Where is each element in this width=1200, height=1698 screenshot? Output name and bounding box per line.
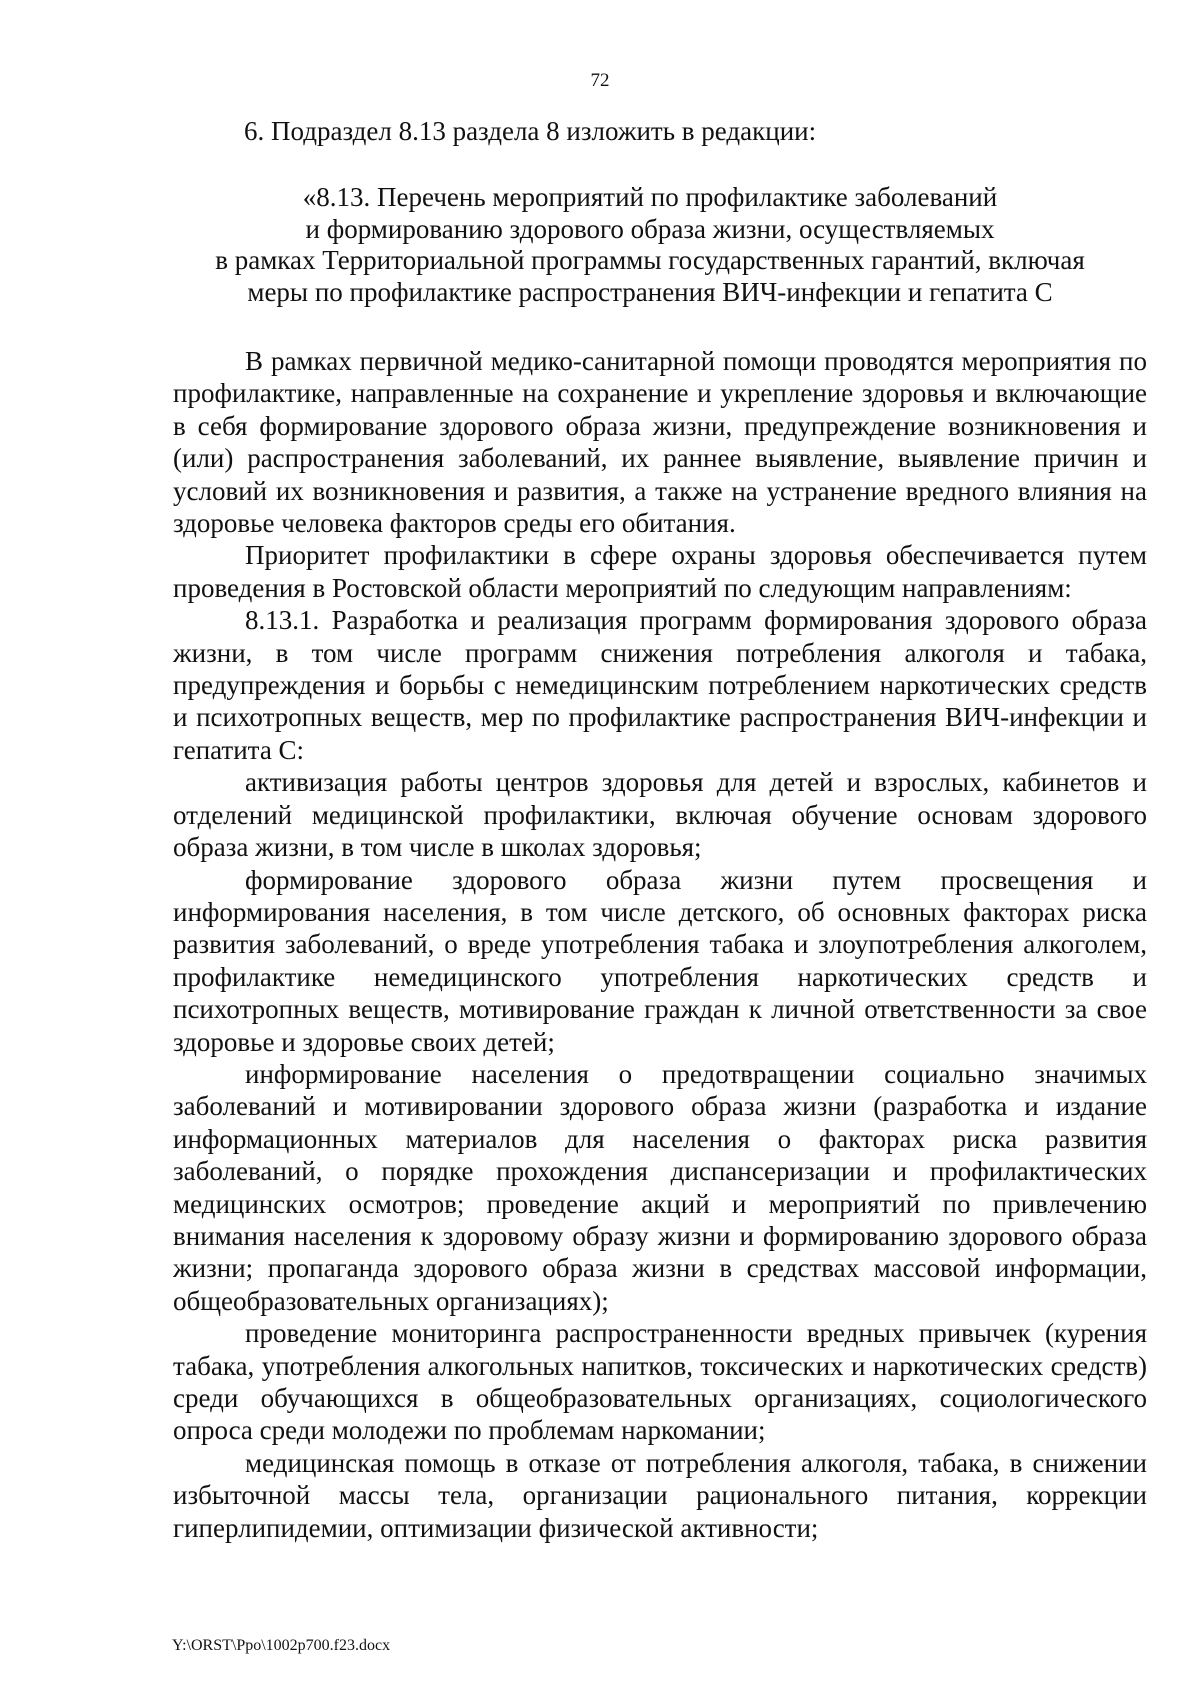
heading-line: «8.13. Перечень мероприятий по профилактике заболеваний bbox=[302, 182, 998, 212]
paragraph: активизация работы центров здоровья для детей и взрослых, кабинетов и отделений медицинской профилактики, включая обучение основам здорового образа жизни, в том числе в школах здоровья; bbox=[173, 767, 1147, 863]
paragraph: Приоритет профилактики в сфере охраны здоровья обеспечивается путем проведения в Ростовской области мероприятий по следующим направлениям: bbox=[173, 540, 1147, 603]
file-path-footer: Y:\ORST\Ppo\1002p700.f23.docx bbox=[172, 1637, 391, 1654]
amendment-intro: 6. Подраздел 8.13 раздела 8 изложить в редакции: bbox=[244, 116, 817, 146]
paragraph: 8.13.1. Разработка и реализация программ формирования здорового образа жизни, в том числе программ снижения потребления алкоголя и табака, предупреждения и борьбы с немедицинским потреблением наркотических средств и психотропных веществ, мер по профилактике распространения ВИЧ-инфекции и гепатита С: bbox=[173, 605, 1147, 765]
body-text bbox=[173, 345, 1147, 1544]
paragraph: информирование населения о предотвращении социально значимых заболеваний и мотивировании здорового образа жизни (разработка и издание информационных материалов для населения о факторах риска развития заболеваний, о порядке прохождения диспансеризации и профилактических медицинских осмотров; проведение акций и мероприятий по привлечению внимания населения к здоровому образу жизни и формированию здорового образа жизни; пропаганда здорового образа жизни в средствах массовой информации, общеобразовательных организациях); bbox=[173, 1058, 1147, 1316]
heading-line: меры по профилактике распространения ВИЧ-инфекции и гепатита С bbox=[247, 276, 1053, 307]
page-number: 72 bbox=[590, 70, 610, 91]
paragraph: формирование здорового образа жизни путем просвещения и информирования населения, в том числе детского, об основных факторах риска развития заболеваний, о вреде употребления табака и злоупотребления алкоголем, профилактике немедицинского употребления наркотических средств и психотропных веществ, мотивирование граждан к личной ответственности за свое здоровье и здоровье своих детей; bbox=[173, 864, 1147, 1057]
heading-line: и формированию здорового образа жизни, осуществляемых bbox=[305, 213, 995, 244]
heading-line: в рамках Территориальной программы государственных гарантий, включая bbox=[215, 245, 1085, 275]
paragraph: проведение мониторинга распространенности вредных привычек (курения табака, употребления алкогольных напитков, токсических и наркотических средств) среди обучающихся в общеобразовательных организациях, социологического опроса среди молодежи по проблемам наркомании; bbox=[173, 1318, 1147, 1446]
paragraph: медицинская помощь в отказе от потребления алкоголя, табака, в снижении избыточной массы тела, организации рационального питания, коррекции гиперлипидемии, оптимизации физической активности; bbox=[173, 1447, 1147, 1543]
section-heading bbox=[150, 182, 1150, 308]
paragraph: В рамках первичной медико-санитарной помощи проводятся мероприятия по профилактике, направленные на сохранение и укрепление здоровья и включающие в себя формирование здорового образа жизни, предупреждение возникновения и (или) распространения заболеваний, их раннее выявление, выявление причин и условий их возникновения и развития, а также на устранение вредного влияния на здоровье человека факторов среды его обитания. bbox=[173, 346, 1147, 539]
